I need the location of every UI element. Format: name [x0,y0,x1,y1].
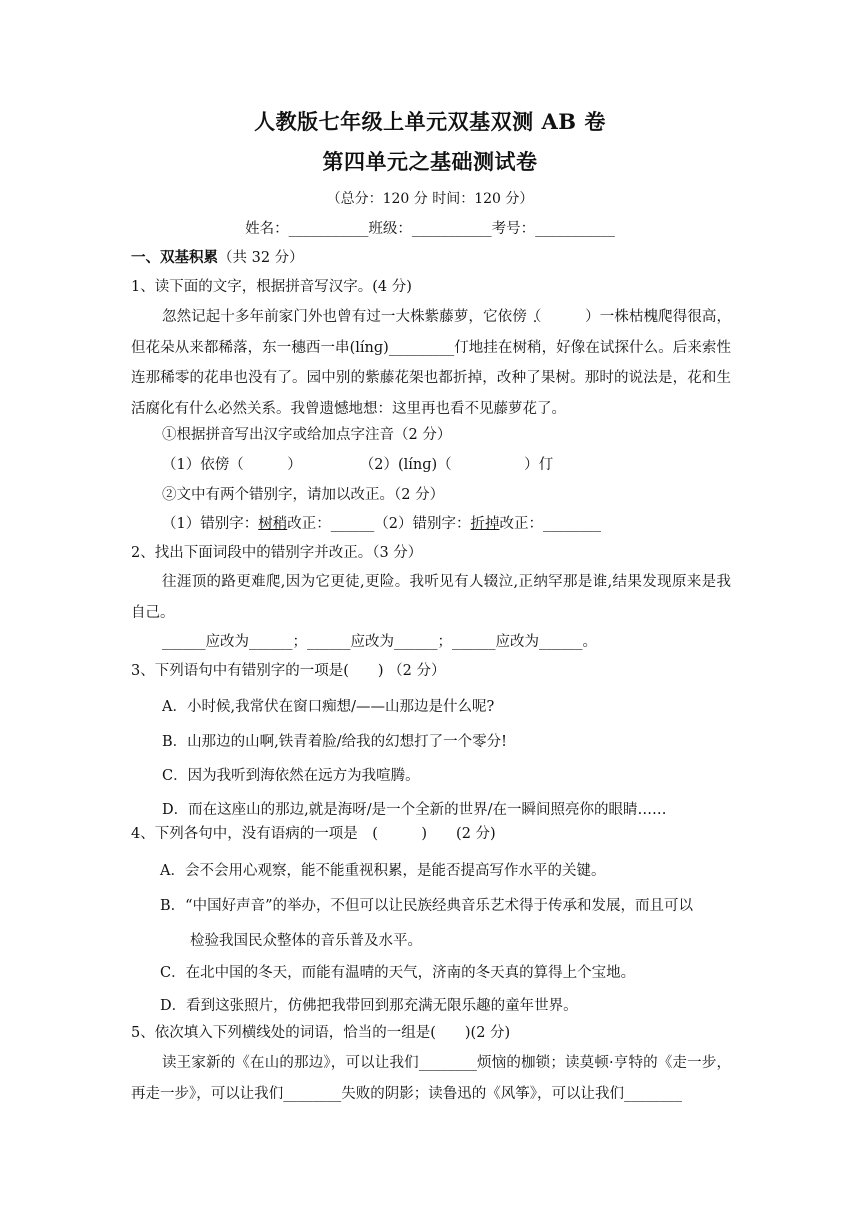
exam-title: 人教版七年级上单元双基双测 AB 卷 [254,109,606,134]
q2-stem: 2、找出下面词段中的错别字并改正。（3 分） [131,545,423,561]
section-heading [131,248,304,268]
q5-passage: 读王家新的《在山的那边》，可以让我们________烦恼的枷锁；读莫顿·亨特的《走一步，再走一步》，可以让我们________失败的阴影；读鲁迅的《风筝》，可以让我们________ [131,1055,731,1102]
q3-option-d: D．而在这座山的那边,就是海呀/是一个全新的世界/在一瞬间照亮你的眼睛…… [162,802,667,818]
q4-option-a: A．会不会用心观察，能不能重视积累，是能否提高写作水平的关键。 [160,863,606,879]
q1-sub2-part-a: （1）错别字： [162,516,259,532]
q1-sub2: ②文中有两个错别字，请加以改正。（2 分） [162,487,445,503]
section-heading-label: 一、双基积累 [131,249,218,266]
q4-stem: 4、下列各句中，没有语病的一项是 ( ) (2 分) [131,826,496,842]
q1-passage-part-b: （ ）一株枯槐爬得很高，但花朵从来都稀落，东一穗西一串(línɡ) [131,309,732,356]
q3-option-a: A．小时候,我常伏在窗口痴想/——山那边是什么呢? [162,699,495,715]
q1-passage-part-a: 忽然记起十多年前家门外也曾有过一大株紫藤萝，它依 [162,309,513,325]
q3-option-b: B．山那边的山啊,铁青着脸/给我的幻想打了一个零分! [162,734,507,750]
q1-sub1-items: （1）依傍（ ） （2）(línɡ)（ ）仃 [162,457,554,473]
q1-sub2-part-c: 改正：________ [499,516,601,532]
q1-stem: 1、读下面的文字，根据拼音写汉字。(4 分) [131,279,412,295]
q1-sub1: ①根据拼音写出汉字或给加点字注音（2 分） [162,427,452,443]
exam-subtitle: 第四单元之基础测试卷 [322,149,538,174]
q3-stem: 3、下列语句中有错别字的一项是( ) （2 分） [131,663,446,679]
q1-dotted-char: 傍 [512,309,527,325]
q5-stem: 5、依次填入下列横线处的词语，恰当的一组是( )(2 分) [131,1025,511,1041]
q3-option-c: C．因为我听到海依然在远方为我喧腾。 [162,768,420,784]
q1-sub2-word-1: 树稍 [258,516,288,532]
q2-passage: 往涯顶的路更难爬,因为它更徒,更险。我听见有人辍泣,正纳罕那是谁,结果发现原来是我自己。 [131,574,731,621]
q2-answer-line: ______应改为______；______应改为______；______应改为______。 [162,634,597,650]
q1-passage-blank: _________ [388,339,455,356]
q4-option-c: C．在北中国的冬天，而能有温晴的天气，济南的冬天真的算得上个宝地。 [160,965,636,981]
student-info-line: 姓名：___________班级：___________考号：___________ [245,221,615,237]
q4-option-b: B．“中国好声音”的举办，不但可以让民族经典音乐艺术得于传承和发展，而且可以 [160,898,693,914]
q1-sub2-word-2: 折掉 [470,516,500,532]
q4-option-d: D．看到这张照片，仿佛把我带回到那充满无限乐趣的童年世界。 [160,998,578,1014]
section-heading-points: （共 32 分） [218,250,304,266]
q1-passage-part-c: 仃地挂在树稍，好像在试探什么。后来索性连那稀零的花串也没有了。园中别的紫藤花架也都折掉，改种了果树。那时的说法是，花和生活腐化有什么必然关系。我曾遗憾地想：这里再也看不见藤萝花了。 [131,339,731,417]
q1-passage [131,302,731,424]
q1-sub2-part-b: 改正：______（2）错别字： [287,516,471,532]
score-time-info: （总分：120 分 时间：120 分） [326,191,534,207]
q1-sub2-items [162,514,601,534]
q4-option-b-continued: 检验我国民众整体的音乐普及水平。 [190,933,422,949]
